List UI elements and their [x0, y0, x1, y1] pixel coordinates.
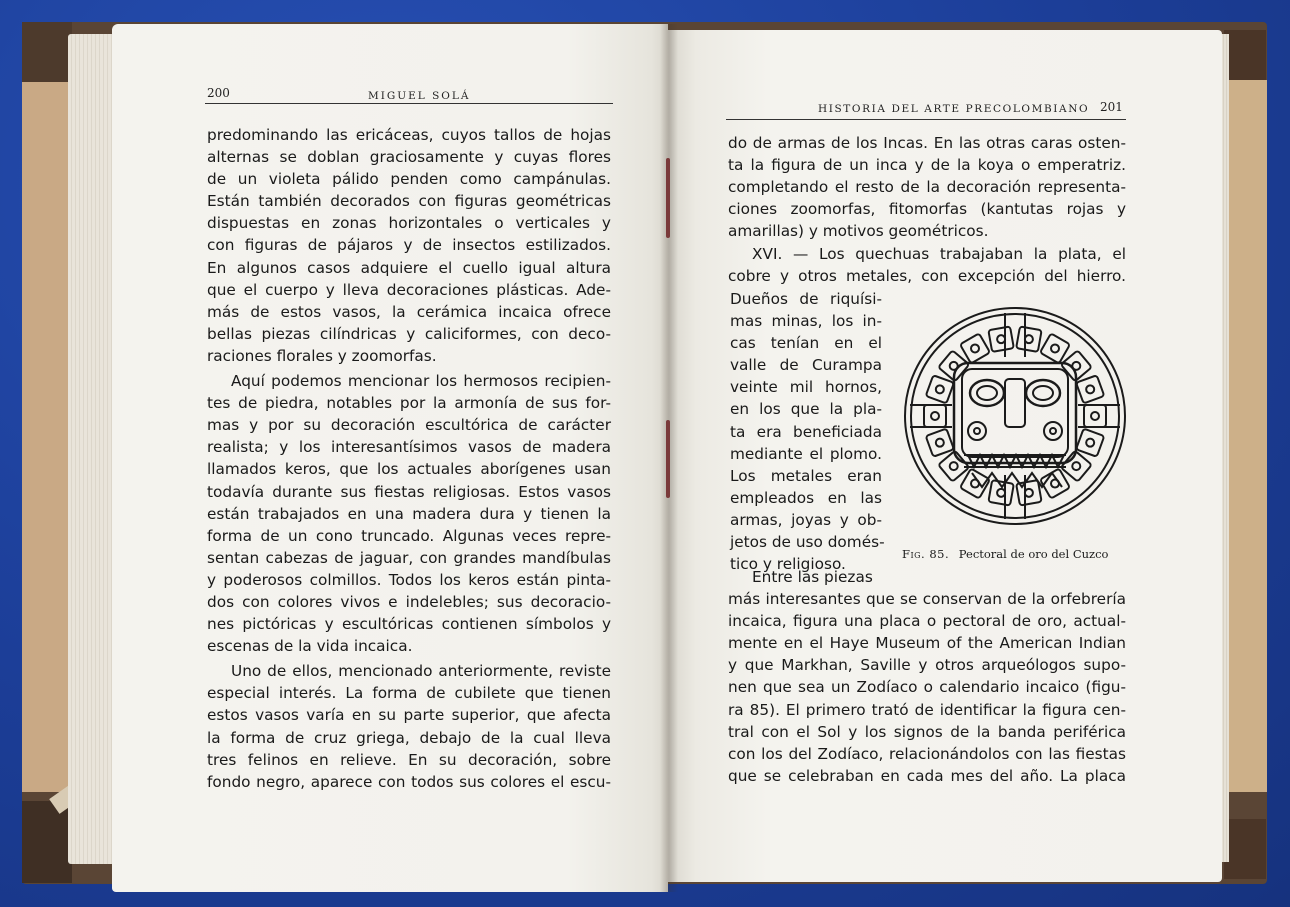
paragraph — [207, 370, 611, 657]
text-line: más de estos vasos, la cerámica incaica ofrece — [207, 302, 611, 321]
text-line: En algunos casos adquiere el cuello igual altura — [207, 258, 611, 277]
pectoral-cell-dot — [936, 385, 944, 393]
text-line: mas minas, los in- — [730, 312, 882, 331]
text-line: incaica, figura una placa o pectoral de oro, actual- — [728, 612, 1126, 631]
text-line: llamados keros, que los actuales aborígenes usan — [207, 460, 611, 479]
text-line: tres felinos en relieve. En su decoración, sobre — [207, 750, 611, 769]
pectoral-cell-dot — [1051, 344, 1059, 352]
paragraph — [207, 660, 611, 793]
pectoral-cell-dot — [997, 489, 1005, 497]
text-line: fondo negro, aparece con todos sus colores el escu- — [207, 772, 611, 791]
text-line: alternas se doblan graciosamente y cuyas flores — [207, 148, 611, 167]
text-line: mas y por su decoración escultórica de carácter — [207, 416, 611, 435]
pectoral-cell — [988, 326, 1013, 351]
pectoral-cell — [924, 405, 946, 427]
text-line: Los metales eran — [730, 466, 882, 485]
text-line: estos vasos varía en su parte superior, que afecta — [207, 706, 611, 725]
text-line: todavía durante sus fiestas religiosas. Estos vasos — [207, 482, 611, 501]
pectoral-cell-dot — [1072, 462, 1080, 470]
figure-label: Fig. 85. — [902, 547, 950, 561]
text-line: cas tenían en el — [730, 334, 882, 353]
text-line: completando el resto de la decoración representa- — [728, 178, 1126, 197]
text-line: Entre las piezas — [752, 568, 873, 586]
text-line: cobre y otros metales, con excepción del hierro. — [728, 267, 1126, 286]
pectoral-cell-dot — [1025, 489, 1033, 497]
text-line: veinte mil hornos, — [730, 378, 882, 397]
pectoral-cell-dot — [936, 439, 944, 447]
text-line: Uno de ellos, mencionado anteriormente, reviste — [231, 662, 611, 681]
text-line: con figuras de pájaros y de insectos estilizados. — [207, 236, 611, 255]
text-line: tes de piedra, notables por la armonía de sus for- — [207, 394, 611, 413]
pectoral-cell — [926, 375, 954, 403]
text-line: mente en el Haye Museum of the American Indian — [728, 634, 1126, 653]
pectoral-cell-dot — [971, 344, 979, 352]
left-running-head: MIGUEL SOLÁ — [368, 90, 471, 102]
text-line: predominando las ericáceas, cuyos tallos de hojas — [207, 126, 611, 144]
text-line: más interesantes que se conservan de la orfebrería — [728, 590, 1126, 609]
pectoral-cell — [1076, 375, 1104, 403]
cover-corner-bottom-left — [22, 801, 72, 883]
pectoral-cell-dot — [950, 462, 958, 470]
binding-thread-top — [666, 158, 670, 238]
left-body-text — [207, 124, 611, 793]
text-line: XVI. — Los quechuas trabajaban la plata, el — [752, 245, 1126, 263]
right-page-number: 201 — [1100, 100, 1123, 114]
text-line: con los del Zodíaco, relacionándolos con las fiestas — [728, 744, 1126, 763]
right-header-rule — [726, 119, 1126, 120]
text-line: Dueños de riquísi- — [730, 290, 882, 308]
cover-corner-bottom-right — [1224, 819, 1266, 879]
text-line: la forma de cruz griega, debajo de la cual lleva — [207, 728, 611, 747]
left-header-rule — [205, 103, 613, 104]
pectoral-cell-dot — [1086, 439, 1094, 447]
text-line: nes pictóricas y escultóricas contienen símbolos y — [207, 615, 611, 634]
pectoral-cell-dot — [931, 412, 939, 420]
text-line: especial interés. La forma de cubilete que tienen — [207, 684, 611, 703]
cover-board-left — [22, 82, 72, 792]
text-line: tral con el Sol y los signos de la banda periférica — [728, 722, 1126, 741]
text-line: y que Markhan, Saville y otros arqueólogos supo- — [728, 656, 1126, 675]
text-line: jetos de uso domés- — [730, 533, 885, 552]
text-line: en los que la pla- — [730, 400, 882, 419]
pectoral-cell-dot — [1025, 335, 1033, 343]
right-bottom-text — [728, 566, 1126, 787]
text-line: ciones zoomorfas, fitomorfas (kantutas rojas y — [728, 200, 1126, 219]
pectoral-cell — [926, 429, 954, 457]
pectoral-illustration — [902, 305, 1128, 527]
text-line: tico y religioso. — [730, 555, 846, 574]
pectoral-cell — [1040, 333, 1070, 363]
pectoral-cell — [960, 333, 990, 363]
right-narrow-column — [730, 288, 885, 575]
pectoral-cell-dot — [1086, 385, 1094, 393]
text-line: armas, joyas y ob- — [730, 510, 882, 529]
paragraph — [207, 124, 611, 367]
right-top-text — [728, 132, 1126, 242]
text-line: y poderosos colmillos. Todos los keros están pinta- — [207, 570, 611, 589]
right-section-text — [728, 243, 1126, 287]
text-line: ta la figura de un inca y de la koya o emperatriz. — [728, 156, 1126, 175]
text-line: Aquí podemos mencionar los hermosos recipien- — [231, 372, 611, 391]
text-line: escenas de la vida incaica. — [207, 637, 413, 656]
figure-caption-text: Pectoral de oro del Cuzco — [958, 547, 1109, 561]
pectoral-cell — [1084, 405, 1106, 427]
text-line: de un violeta pálido penden como campánulas. — [207, 170, 611, 189]
pectoral-cell-dot — [997, 335, 1005, 343]
pectoral-cell — [1016, 326, 1041, 351]
figure-caption — [902, 547, 1128, 561]
text-line: forma de un cono truncado. Algunas veces repre- — [207, 526, 611, 545]
text-line: ra 85). El primero trató de identificar la figura cen- — [728, 700, 1126, 719]
text-line: ta era beneficiada — [730, 422, 882, 441]
pectoral-cell-dot — [1091, 412, 1099, 420]
text-line: realista; y los interesantísimos vasos de madera — [207, 438, 611, 457]
cover-corner-top-left — [22, 22, 72, 84]
text-line: que se celebraban en cada mes del año. La placa — [728, 766, 1126, 785]
text-line: bellas piezas cilíndricas y caliciformes, con deco- — [207, 324, 611, 343]
text-line: dispuestas en zonas horizontales o verticales y — [207, 214, 611, 233]
text-line: mediante el plomo. — [730, 444, 882, 463]
text-line: que el cuerpo y lleva decoraciones plásticas. Ade- — [207, 280, 611, 299]
cover-corner-top-right — [1224, 30, 1266, 84]
text-line: amarillas) y motivos geométricos. — [728, 222, 989, 241]
text-line: nen que sea un Zodíaco o calendario incaico (figu- — [728, 678, 1126, 697]
text-line: están trabajados en una madera dura y tienen la — [207, 504, 611, 523]
pectoral-cell — [1076, 429, 1104, 457]
text-line: raciones florales y zoomorfas. — [207, 346, 437, 365]
binding-thread-bottom — [666, 420, 670, 498]
text-line: empleados en las — [730, 488, 882, 507]
cover-board-right — [1225, 80, 1267, 792]
text-line: Están también decorados con figuras geométricas — [207, 192, 611, 211]
pectoral-cell — [988, 480, 1013, 505]
text-line: valle de Curampa — [730, 356, 882, 375]
text-line: do de armas de los Incas. En las otras caras osten- — [728, 134, 1126, 152]
left-page-number: 200 — [207, 86, 230, 100]
text-line: sentan cabezas de jaguar, con grandes mandíbulas — [207, 548, 611, 567]
text-line: dos con colores vivos e indelebles; sus decoracio- — [207, 592, 611, 611]
right-running-head: HISTORIA DEL ARTE PRECOLOMBIANO — [818, 103, 1090, 115]
